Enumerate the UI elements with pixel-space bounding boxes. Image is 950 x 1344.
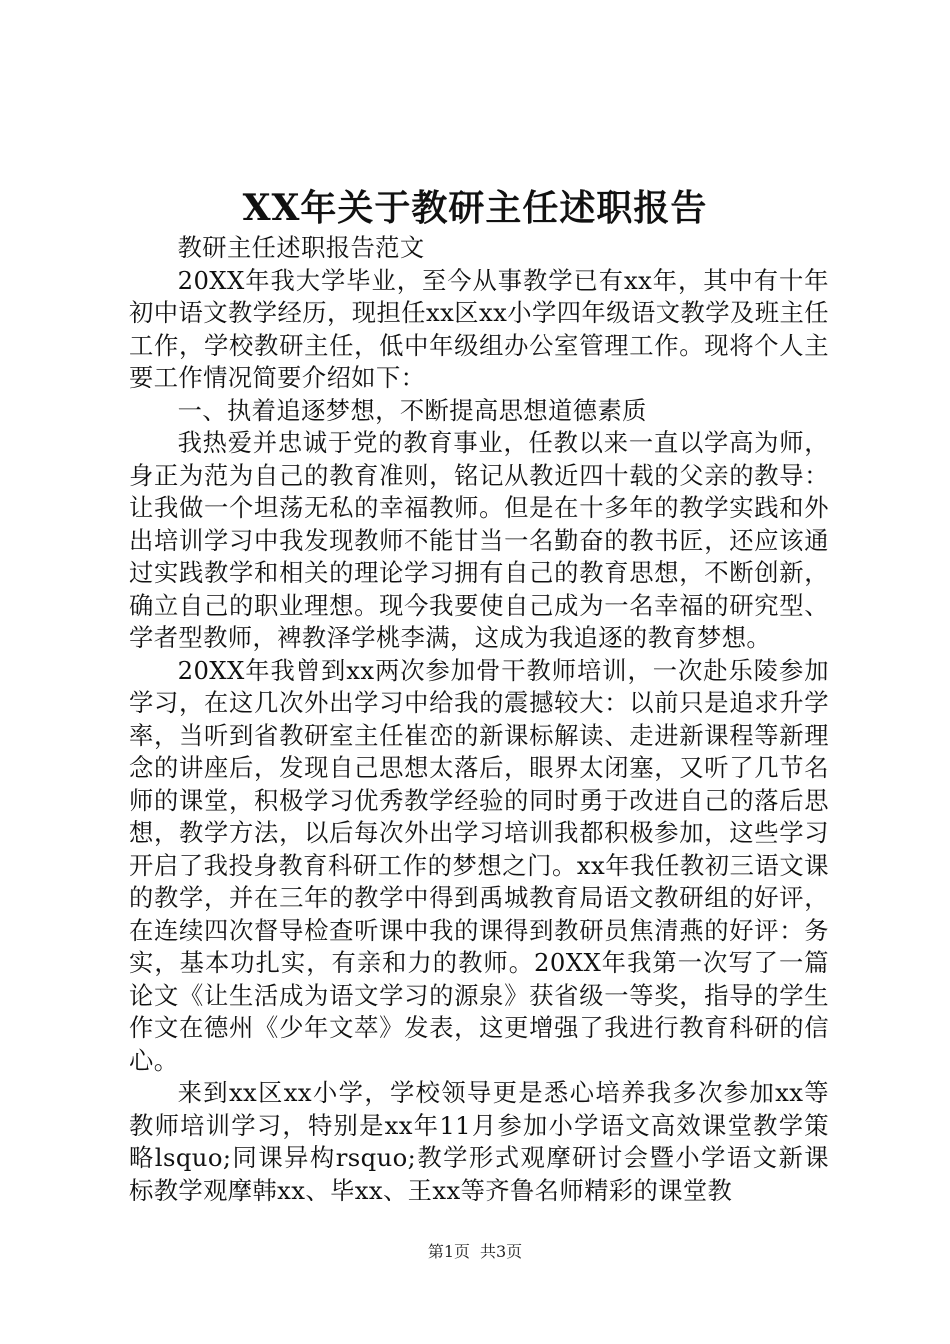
paragraph-subtitle: 教研主任述职报告范文 bbox=[177, 233, 425, 262]
section-heading-1: 一、执着追逐梦想，不断提高思想道德素质 bbox=[177, 395, 647, 425]
paragraph-intro: 20XX年我大学毕业，至今从事教学已有xx年，其中有十年初中语文教学经历，现担任xx区xx小学四年级语文教学及班主任工作，学校教研主任，低中年级组办公室管理工作。现将个人主要工作情况简要介绍如下： bbox=[129, 265, 829, 392]
paragraph-body: 来到xx区xx小学，学校领导更是悉心培养我多次参加xx等教师培训学习，特别是xx年11月参加小学语文高效课堂教学策略lsquo;同课异构rsquo;教学形式观摩研讨会暨小学语文新课标教学观摩韩xx、毕xx、王xx等齐鲁名师精彩的课堂教 bbox=[129, 1078, 829, 1205]
page-footer bbox=[0, 1240, 950, 1264]
document-title: XX年关于教研主任述职报告 bbox=[242, 187, 708, 229]
paragraph-body: 20XX年我曾到xx两次参加骨干教师培训，一次赴乐陵参加学习，在这几次外出学习中给我的震撼较大：以前只是追求升学率，当听到省教研室主任崔峦的新课标解读、走进新课程等新理念的讲座后，发现自己思想太落后，眼界太闭塞，又听了几节名师的课堂，积极学习优秀教学经验的同时勇于改进自己的落后思想，教学方法，以后每次外出学习培训我都积极参加，这些学习开启了我投身教育科研工作的梦想之门。xx年我任教初三语文课的教学，并在三年的教学中得到禹城教育局语文教研组的好评，在连续四次督导检查听课中我的课得到教研员焦清燕的好评：务实，基本功扎实，有亲和力的教师。20XX年我第一次写了一篇论文《让生活成为语文学习的源泉》获省级一等奖，指导的学生作文在德州《少年文萃》发表，这更增强了我进行教育科研的信心。 bbox=[129, 655, 829, 1075]
document-body bbox=[129, 232, 829, 1207]
page-number: 第1页 bbox=[427, 1242, 470, 1261]
page-total: 共3页 bbox=[480, 1242, 523, 1261]
paragraph-body: 我热爱并忠诚于党的教育事业，任教以来一直以学高为师，身正为范为自己的教育准则，铭记从教近四十载的父亲的教导：让我做一个坦荡无私的幸福教师。但是在十多年的教学实践和外出培训学习中我发现教师不能甘当一名勤奋的教书匠，还应该通过实践教学和相关的理论学习拥有自己的教育思想，不断创新，确立自己的职业理想。现今我要使自己成为一名幸福的研究型、学者型教师，裨教泽学桃李满，这成为我追逐的教育梦想。 bbox=[129, 428, 829, 652]
